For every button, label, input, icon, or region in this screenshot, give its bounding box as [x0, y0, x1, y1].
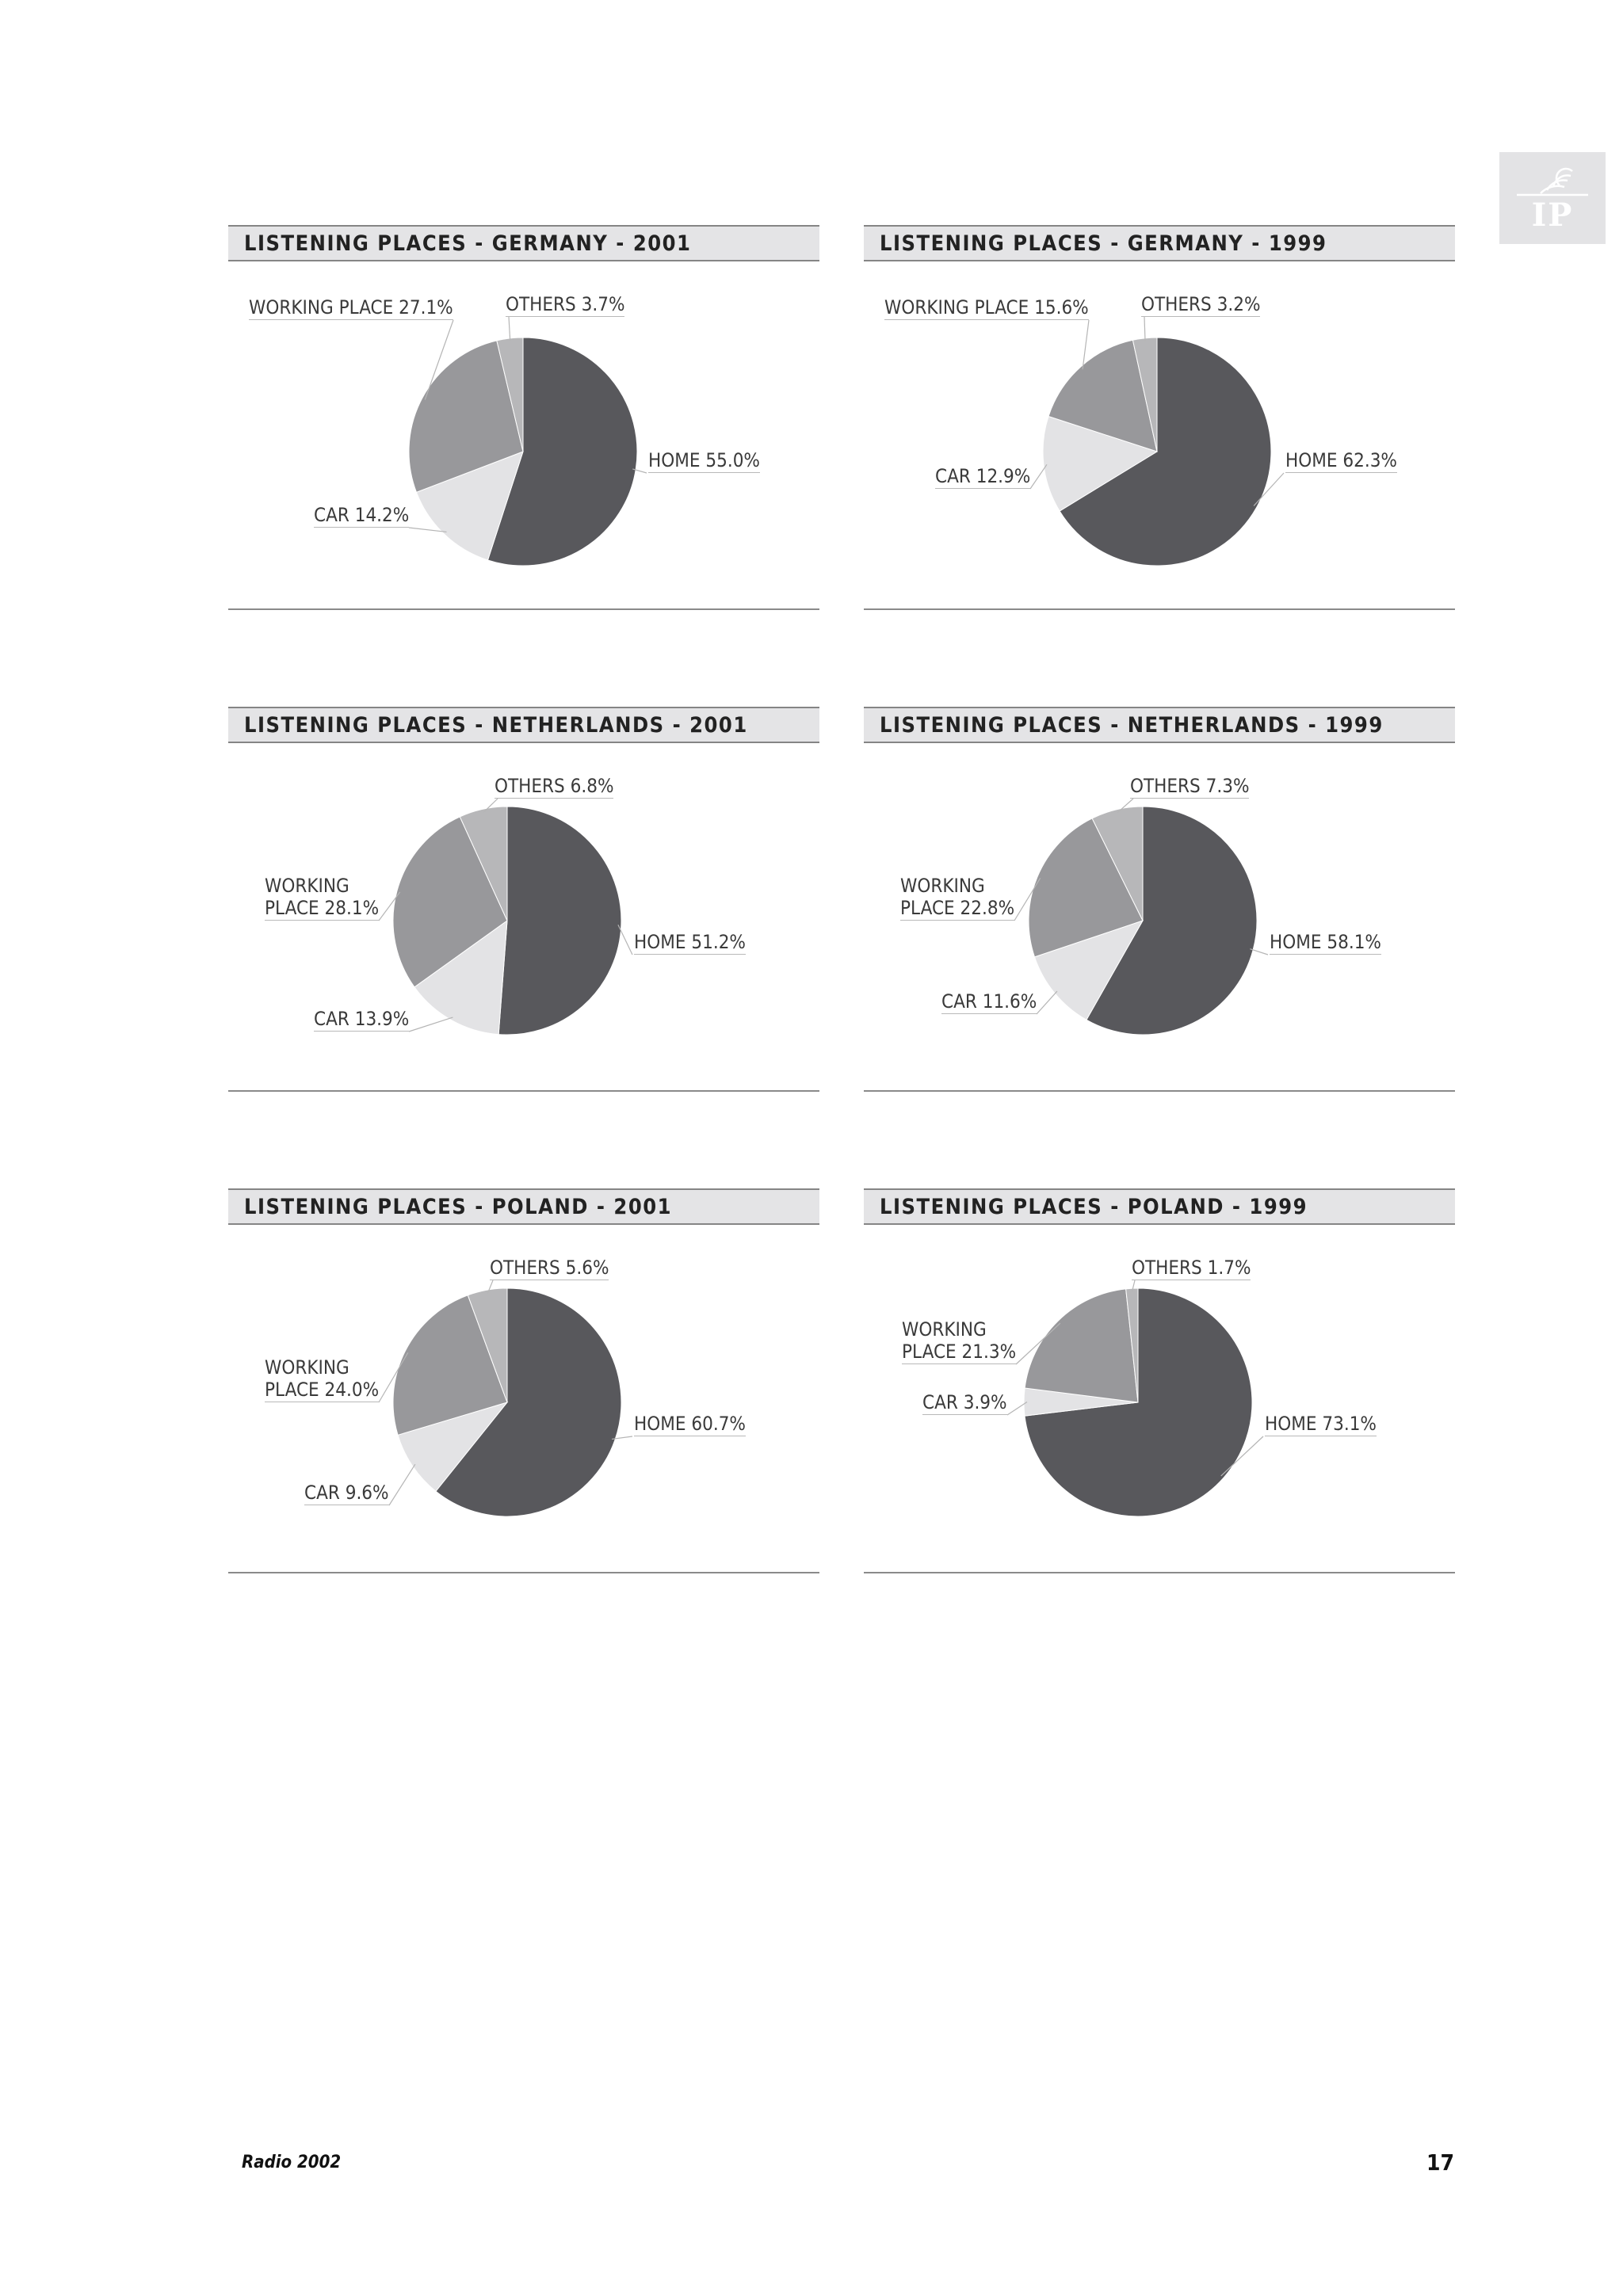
page-number: 17 [1426, 2149, 1455, 2176]
panel-divider [864, 608, 1455, 610]
slice-label-home: HOME 62.3% [1285, 449, 1397, 471]
slice-label-others: OTHERS 3.2% [1141, 293, 1261, 315]
leader-line-car [389, 1464, 415, 1505]
chart-header [228, 1188, 819, 1225]
chart-header [864, 1188, 1455, 1225]
slice-label-home: HOME 58.1% [1270, 931, 1381, 953]
chart-panel-germany-1999 [864, 225, 1455, 610]
chart-header [864, 707, 1455, 743]
ip-logo [1499, 152, 1606, 244]
slice-label-car: CAR 13.9% [314, 1008, 410, 1030]
chart-panel-poland-1999 [864, 1188, 1455, 1573]
slice-label-others: OTHERS 7.3% [1130, 775, 1250, 797]
chart-title: LISTENING PLACES - NETHERLANDS - 2001 [244, 713, 748, 738]
panel-divider [228, 1090, 819, 1092]
chart-panel-netherlands-2001 [228, 707, 819, 1092]
panel-divider [864, 1572, 1455, 1573]
panel-divider [228, 1572, 819, 1573]
slice-label-home: HOME 60.7% [634, 1413, 746, 1435]
slice-label-home: HOME 51.2% [634, 931, 746, 953]
slice-label-home: HOME 73.1% [1265, 1413, 1377, 1435]
slice-label-working-place: WORKING PLACE 22.8% [900, 875, 1015, 919]
chart-title: LISTENING PLACES - GERMANY - 2001 [244, 231, 692, 256]
chart-header [228, 225, 819, 261]
slice-label-car: CAR 3.9% [922, 1391, 1007, 1413]
leader-line-others [1144, 317, 1145, 341]
chart-panel-germany-2001 [228, 225, 819, 610]
footer-publication: Radio 2002 [242, 2153, 342, 2172]
slice-label-others: OTHERS 6.8% [495, 775, 614, 797]
chart-title: LISTENING PLACES - POLAND - 1999 [880, 1195, 1308, 1219]
leader-line-home [618, 925, 632, 955]
panel-divider [864, 1090, 1455, 1092]
chart-header [228, 707, 819, 743]
slice-label-car: CAR 11.6% [941, 990, 1037, 1013]
slice-label-working-place: WORKING PLACE 24.0% [265, 1356, 380, 1401]
pie-slice-working-place [1025, 1289, 1138, 1402]
chart-title: LISTENING PLACES - POLAND - 2001 [244, 1195, 673, 1219]
slice-label-home: HOME 55.0% [648, 449, 760, 471]
leader-line-car [1030, 464, 1047, 489]
pie-slice-home [498, 807, 621, 1035]
leader-line-others [509, 317, 510, 341]
chart-header [864, 225, 1455, 261]
chart-panel-poland-2001 [228, 1188, 819, 1573]
slice-label-working-place: WORKING PLACE 28.1% [265, 875, 380, 919]
chart-title: LISTENING PLACES - NETHERLANDS - 1999 [880, 713, 1384, 738]
slice-label-others: OTHERS 3.7% [506, 293, 625, 315]
slice-label-others: OTHERS 1.7% [1132, 1257, 1251, 1279]
slice-label-working-place: WORKING PLACE 27.1% [249, 296, 453, 318]
slice-label-car: CAR 12.9% [935, 465, 1031, 487]
leader-line-car [1037, 991, 1057, 1014]
slice-label-working-place: WORKING PLACE 21.3% [902, 1318, 1017, 1363]
panel-divider [228, 608, 819, 610]
slice-label-working-place: WORKING PLACE 15.6% [884, 296, 1089, 318]
slice-label-car: CAR 14.2% [314, 504, 410, 526]
slice-label-others: OTHERS 5.6% [490, 1257, 609, 1279]
leader-line-car [409, 1017, 453, 1032]
ip-logo-text: IP [1531, 196, 1574, 234]
slice-label-car: CAR 9.6% [304, 1482, 389, 1504]
chart-title: LISTENING PLACES - GERMANY - 1999 [880, 231, 1327, 256]
chart-panel-netherlands-1999 [864, 707, 1455, 1092]
